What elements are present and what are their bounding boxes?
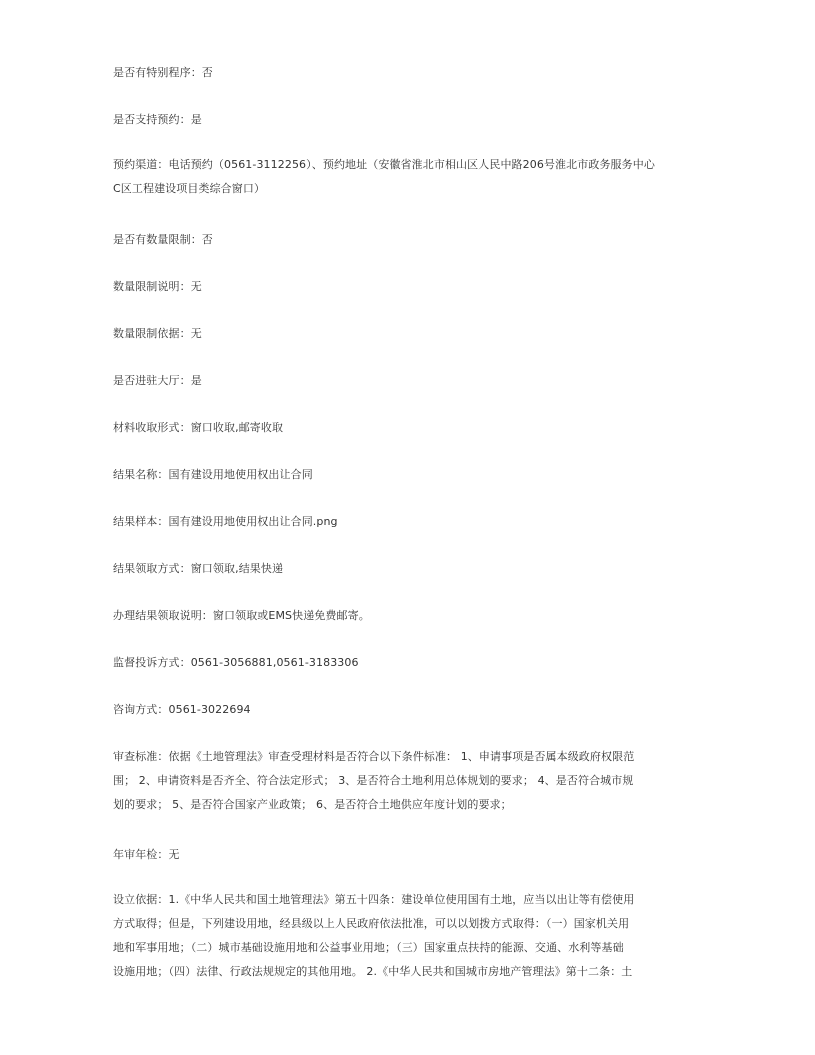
special-procedure-line: 是否有特别程序：否	[113, 66, 213, 79]
booking-channel-line-2: C区工程建设项目类综合窗口）	[113, 182, 266, 195]
review-standard-line-3: 划的要求； 5、是否符合国家产业政策； 6、是否符合土地供应年度计划的要求；	[113, 798, 512, 811]
review-standard-line-1: 审查标准：依据《土地管理法》审查受理材料是否符合以下条件标准： 1、申请事项是否属本级政府权限范	[113, 750, 635, 763]
booking-channel-paragraph	[113, 153, 691, 201]
result-pickup-line: 结果领取方式：窗口领取,结果快递	[113, 562, 284, 575]
booking-support-line: 是否支持预约：是	[113, 113, 202, 126]
quantity-limit-desc-line: 数量限制说明：无	[113, 280, 202, 293]
legal-basis-line-1: 设立依据：1.《中华人民共和国土地管理法》第五十四条：建设单位使用国有土地，应当以出让等有偿使用	[113, 893, 635, 906]
material-collection-line: 材料收取形式：窗口收取,邮寄收取	[113, 421, 284, 434]
quantity-limit-line: 是否有数量限制：否	[113, 233, 213, 246]
quantity-limit-basis-line: 数量限制依据：无	[113, 327, 202, 340]
review-standard-paragraph	[113, 745, 691, 817]
annual-review-line: 年审年检：无	[113, 848, 180, 861]
complaint-contact-line: 监督投诉方式：0561-3056881,0561-3183306	[113, 656, 359, 669]
hall-presence-line: 是否进驻大厅：是	[113, 374, 202, 387]
result-name-line: 结果名称：国有建设用地使用权出让合同	[113, 468, 313, 481]
result-sample-line: 结果样本：国有建设用地使用权出让合同.png	[113, 515, 338, 528]
review-standard-line-2: 围； 2、申请资料是否齐全、符合法定形式； 3、是否符合土地利用总体规划的要求； 4、是否符合城市规	[113, 774, 634, 787]
legal-basis-line-2: 方式取得；但是，下列建设用地，经县级以上人民政府依法批准，可以以划拨方式取得：（一）国家机关用	[113, 917, 630, 930]
consult-contact-line: 咨询方式：0561-3022694	[113, 703, 251, 716]
legal-basis-paragraph	[113, 888, 691, 984]
legal-basis-line-4: 设施用地；（四）法律、行政法规规定的其他用地。 2.《中华人民共和国城市房地产管理法》第十二条：土	[113, 965, 633, 978]
result-pickup-desc-line: 办理结果领取说明：窗口领取或EMS快递免费邮寄。	[113, 609, 370, 622]
legal-basis-line-3: 地和军事用地；（二）城市基础设施用地和公益事业用地；（三）国家重点扶持的能源、交通、水利等基础	[113, 941, 624, 954]
booking-channel-line-1: 预约渠道：电话预约（0561-3112256）、预约地址（安徽省淮北市相山区人民中路206号淮北市政务服务中心	[113, 158, 655, 171]
